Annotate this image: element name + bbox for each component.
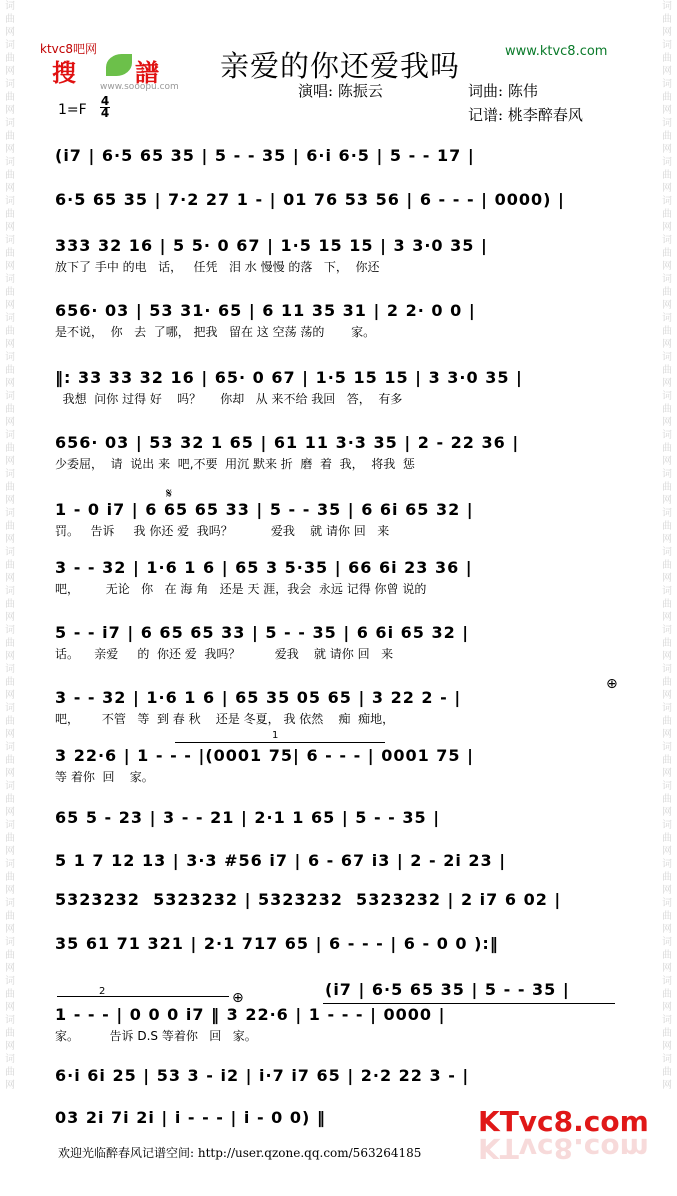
coda-mark: ⊕ (606, 676, 618, 692)
notes-line: 3 - - 32 | 1·6 1 6 | 65 35 05 65 | 3 22 2 - | (55, 688, 462, 707)
score-row-7 (55, 500, 615, 539)
logo-char-2: 譜 (135, 58, 159, 87)
notes-line: 3 - - 32 | 1·6 1 6 | 65 3 5·35 | 66 6i 23 36 | (55, 558, 473, 577)
volta-1-number: 1 (272, 730, 279, 741)
score-row-9 (55, 623, 615, 662)
notes-line: 656· 03 | 53 32 1 65 | 61 11 3·3 35 | 2 - 22 36 | (55, 433, 520, 452)
score-row-2 (55, 190, 615, 210)
site-logo[interactable] (40, 40, 180, 90)
transcriber-credit: 记谱: 桃李醉春风 (468, 106, 583, 124)
lyric-line: 等 着你 回 家。 (55, 770, 154, 784)
footer-credit[interactable]: 欢迎光临醉春风记谱空间: http://user.qzone.qq.com/563264185 (58, 1146, 422, 1160)
notes-line: 5323232 5323232 | 5323232 5323232 | 2 i7 6 02 | (55, 890, 562, 909)
notes-line: 65 5 - 23 | 3 - - 21 | 2·1 1 65 | 5 - - 35 | (55, 808, 441, 827)
notes-line: 1 - - - | 0 0 0 i7 ‖ 3 22·6 | 1 - - - | 0000 | (55, 1005, 446, 1024)
ktvc8-logo-reflection: KTvc8.com (478, 1132, 649, 1165)
lyric-line: 我想 问你 过得 好 吗？ 你却 从 来不给 我回 答， 有多 (55, 392, 403, 406)
key-signature: 1=F (58, 102, 87, 118)
time-signature (100, 96, 110, 119)
segno-mark: 𝄋 (166, 486, 173, 502)
volta-1-bracket (175, 742, 385, 743)
score-row-12 (55, 808, 615, 828)
notes-line: 6·i 6i 25 | 53 3 - i2 | i·7 i7 65 | 2·2 22 3 - | (55, 1066, 470, 1085)
lyric-line: 罚。 告诉 我 你还 爱 我吗？ 爱我 就 请你 回 来 (55, 524, 390, 538)
time-signature-top: 4 (100, 94, 110, 108)
notes-line: 333 32 16 | 5 5· 0 67 | 1·5 15 15 | 3 3·0 35 | (55, 236, 488, 255)
score-row-10 (55, 688, 615, 727)
notes-line: ‖: 33 33 32 16 | 65· 0 67 | 1·5 15 15 | 3 3·0 35 | (55, 368, 523, 387)
song-title: 亲爱的你还爱我吗 (220, 49, 461, 83)
staff-divider (323, 1003, 615, 1004)
score-row-8 (55, 558, 615, 597)
lyric-line: 家。 告诉 D.S 等着你 回 家。 (55, 1029, 257, 1043)
notes-line: 656· 03 | 53 31· 65 | 6 11 35 31 | 2 2· 0 0 | (55, 301, 476, 320)
volta-2-bracket (57, 996, 229, 997)
score-row-16 (55, 1005, 615, 1044)
singer-credit: 演唱: 陈振云 (298, 82, 383, 100)
notes-line: (i7 | 6·5 65 35 | 5 - - 35 | 6·i 6·5 | 5 - - 17 | (55, 146, 475, 165)
volta-2-number: 2 (99, 986, 106, 997)
notes-line: 5 1 7 12 13 | 3·3 #56 i7 | 6 - 67 i3 | 2 - 2i 23 | (55, 851, 507, 870)
notes-line: 6·5 65 35 | 7·2 27 1 - | 01 76 53 56 | 6 - - - | 0000) | (55, 190, 565, 209)
score-row-17 (55, 1066, 615, 1086)
score-row-3 (55, 236, 615, 275)
score-row-14 (55, 890, 615, 910)
score-row-1 (55, 146, 615, 166)
notes-line: 1 - 0 i7 | 6 65 65 33 | 5 - - 35 | 6 6i 65 32 | (55, 500, 474, 519)
leaf-icon (106, 54, 132, 76)
score-row-13 (55, 851, 615, 871)
score-row-6 (55, 433, 615, 472)
lyric-line: 吧， 不管 等 到 春 秋 还是 冬夏， 我 依然 痴 痴地， (55, 712, 395, 726)
logo-brand-text: ktvc8吧网 (40, 42, 97, 56)
score-row-4 (55, 301, 615, 340)
lyric-line: 放下了 手中 的电 话， 任凭 泪 水 慢慢 的落 下， 你还 (55, 260, 380, 274)
notes-line: 5 - - i7 | 6 65 65 33 | 5 - - 35 | 6 6i 65 32 | (55, 623, 470, 642)
coda-mark-2: ⊕ (232, 990, 244, 1006)
ktvc8-logo[interactable]: KTvc8.com (478, 1105, 649, 1138)
logo-char-1: 搜 (52, 58, 76, 87)
score-row-15 (55, 934, 615, 954)
score-row-16-upper (325, 980, 615, 1000)
watermark-right: 词曲网词曲网词曲网词曲网词曲网词曲网词曲网词曲网词曲网词曲网词曲网词曲网词曲网词曲网词曲网词曲网词曲网词曲网词曲网词曲网词曲网词曲网词曲网词曲网词曲网词曲网词曲网词曲网 (662, 1, 672, 1091)
notes-line: 35 61 71 321 | 2·1 717 65 | 6 - - - | 6 - 0 0 ):‖ (55, 934, 499, 953)
lyric-line: 吧， 无论 你 在 海 角 还是 天 涯，我会 永远 记得 你曾 说的 (55, 582, 427, 596)
score-row-18 (55, 1108, 465, 1128)
score-row-11 (55, 746, 615, 785)
composer-credit: 词曲: 陈伟 (468, 82, 538, 100)
lyric-line: 话。 亲爱 的 你还 爱 我吗？ 爱我 就 请你 回 来 (55, 647, 394, 661)
watermark-left: 词曲网词曲网词曲网词曲网词曲网词曲网词曲网词曲网词曲网词曲网词曲网词曲网词曲网词曲网词曲网词曲网词曲网词曲网词曲网词曲网词曲网词曲网词曲网词曲网词曲网词曲网词曲网词曲网 (5, 1, 15, 1091)
time-signature-bottom: 4 (100, 106, 110, 120)
notes-line: 03 2i 7i 2i | i - - - | i - 0 0) ‖ (55, 1108, 326, 1127)
notes-line: (i7 | 6·5 65 35 | 5 - - 35 | (325, 980, 570, 999)
score-row-5 (55, 368, 615, 407)
lyric-line: 是不说， 你 去 了哪， 把我 留在 这 空荡 荡的 家。 (55, 325, 376, 339)
site-url[interactable]: www.ktvc8.com (505, 44, 608, 59)
logo-url: www.sooopu.com (100, 82, 179, 92)
notes-line: 3 22·6 | 1 - - - |(0001 75| 6 - - - | 0001 75 | (55, 746, 474, 765)
lyric-line: 少委屈， 请 说出 来 吧,不要 用沉 默来 折 磨 着 我， 将我 惩 (55, 457, 415, 471)
